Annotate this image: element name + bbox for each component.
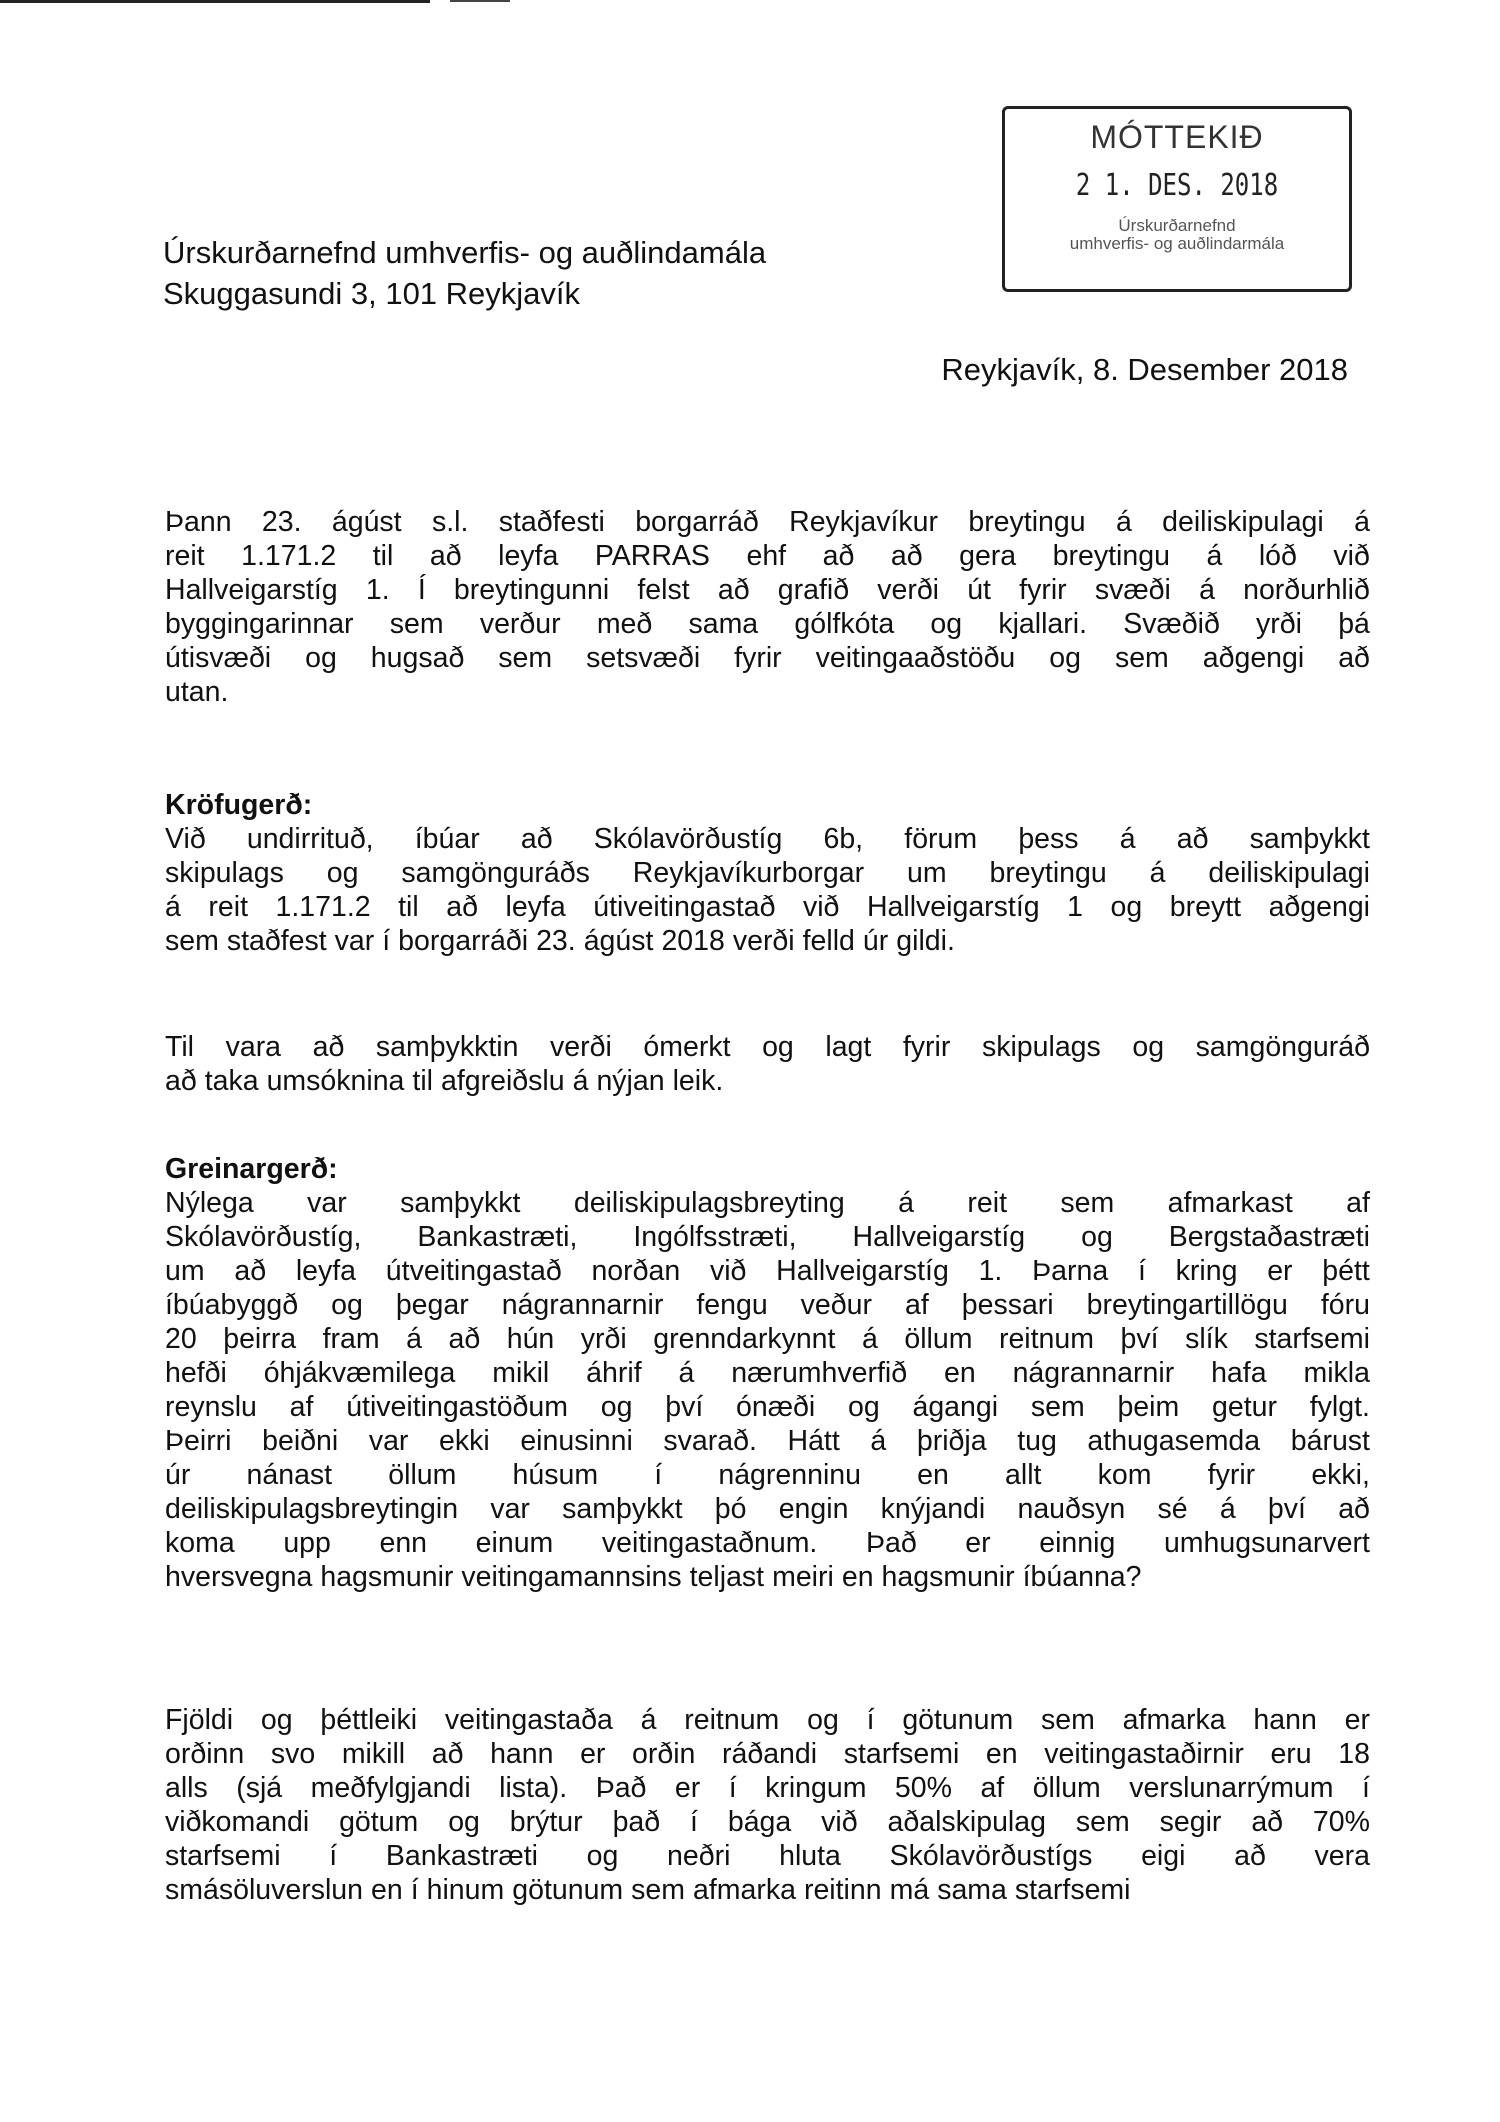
paragraph-intro xyxy=(165,505,1370,709)
text-line: Við undirrituð, íbúar að Skólavörðustíg 6b, förum þess á að samþykkt xyxy=(165,823,1370,855)
text-line: íbúabyggð og þegar nágrannarnir fengu veður af þessari breytingartillögu fóru xyxy=(165,1289,1370,1321)
paragraph-til-vara xyxy=(165,1030,1370,1098)
text-line: sem staðfest var í borgarráði 23. ágúst 2018 verði felld úr gildi. xyxy=(165,925,955,957)
text-line: á reit 1.171.2 til að leyfa útiveitingastað við Hallveigarstíg 1 og breytt aðgengi xyxy=(165,891,1370,923)
heading-greinargerd: Greinargerð: xyxy=(165,1153,338,1185)
stamp-date: 2 1. DES. 2018 xyxy=(1075,168,1279,203)
text-line: Til vara að samþykktin verði ómerkt og lagt fyrir skipulags og samgönguráð xyxy=(165,1031,1370,1063)
stamp-org xyxy=(1005,217,1349,253)
recipient-street: Skuggasundi 3, 101 Reykjavík xyxy=(163,276,581,311)
section-greinargerd xyxy=(165,1152,1370,1594)
stamp-title: MÓTTEKIÐ xyxy=(1090,119,1264,155)
text-line: reynslu af útiveitingastöðum og því ónæði og ágangi sem þeim getur fylgt. xyxy=(165,1391,1370,1423)
text-line: Þeirri beiðni var ekki einusinni svarað. Hátt á þriðja tug athugasemda bárust xyxy=(165,1425,1370,1457)
received-stamp xyxy=(1002,106,1352,292)
text-line: útisvæði og hugsað sem setsvæði fyrir veitingaaðstöðu og sem aðgengi að xyxy=(165,642,1370,674)
text-line: starfsemi í Bankastræti og neðri hluta Skólavörðustígs eigi að vera xyxy=(165,1840,1370,1872)
text-line: Hallveigarstíg 1. Í breytingunni felst að grafið verði út fyrir svæði á norðurhlið xyxy=(165,574,1370,606)
text-line: að taka umsóknina til afgreiðslu á nýjan leik. xyxy=(165,1065,724,1097)
recipient-address xyxy=(163,232,766,314)
paragraph-greinargerd xyxy=(165,1186,1370,1594)
text-line: utan. xyxy=(165,676,229,708)
stamp-org-line: Úrskurðarnefnd xyxy=(1118,216,1236,235)
text-line: úr nánast öllum húsum í nágrenninu en allt kom fyrir ekki, xyxy=(165,1459,1370,1491)
stamp-org-line: umhverfis- og auðlindarmála xyxy=(1069,234,1285,253)
text-line: smásöluverslun en í hinum götunum sem afmarka reitinn má sama starfsemi xyxy=(165,1874,1131,1906)
text-line: alls (sjá meðfylgjandi lista). Það er í kringum 50% af öllum verslunarrýmum í xyxy=(165,1772,1370,1804)
text-line: reit 1.171.2 til að leyfa PARRAS ehf að að gera breytingu á lóð við xyxy=(165,540,1370,572)
paragraph-krofugerd xyxy=(165,822,1370,958)
text-line: viðkomandi götum og brýtur það í bága við aðalskipulag sem segir að 70% xyxy=(165,1806,1370,1838)
text-line: Þann 23. ágúst s.l. staðfesti borgarráð Reykjavíkur breytingu á deiliskipulagi á xyxy=(165,506,1370,538)
text-line: Nýlega var samþykkt deiliskipulagsbreyting á reit sem afmarkast af xyxy=(165,1187,1370,1219)
text-line: koma upp enn einum veitingastaðnum. Það er einnig umhugsunarvert xyxy=(165,1527,1370,1559)
text-line: hefði óhjákvæmilega mikil áhrif á nærumhverfið en nágrannarnir hafa mikla xyxy=(165,1357,1370,1389)
recipient-name: Úrskurðarnefnd umhverfis- og auðlindamála xyxy=(163,235,767,270)
scan-artifact xyxy=(0,0,430,3)
heading-krofugerd: Kröfugerð: xyxy=(165,789,313,821)
text-line: orðinn svo mikill að hann er orðin ráðandi starfsemi en veitingastaðirnir eru 18 xyxy=(165,1738,1370,1770)
text-line: 20 þeirra fram á að hún yrði grenndarkynnt á öllum reitnum því slík starfsemi xyxy=(165,1323,1370,1355)
text-line: byggingarinnar sem verður með sama gólfkóta og kjallari. Svæðið yrði þá xyxy=(165,608,1370,640)
paragraph-fjoldi xyxy=(165,1703,1370,1907)
text-line: hversvegna hagsmunir veitingamannsins teljast meiri en hagsmunir íbúanna? xyxy=(165,1561,1142,1593)
section-krofugerd xyxy=(165,788,1370,958)
text-line: skipulags og samgönguráðs Reykjavíkurborgar um breytingu á deiliskipulagi xyxy=(165,857,1370,889)
text-line: Skólavörðustíg, Bankastræti, Ingólfsstræti, Hallveigarstíg og Bergstaðastræti xyxy=(165,1221,1370,1253)
text-line: Fjöldi og þéttleiki veitingastaða á reitnum og í götunum sem afmarka hann er xyxy=(165,1704,1370,1736)
text-line: deiliskipulagsbreytingin var samþykkt þó engin knýjandi nauðsyn sé á því að xyxy=(165,1493,1370,1525)
letter-date: Reykjavík, 8. Desember 2018 xyxy=(941,352,1348,387)
scan-artifact xyxy=(450,0,510,2)
text-line: um að leyfa útveitingastað norðan við Hallveigarstíg 1. Þarna í kring er þétt xyxy=(165,1255,1370,1287)
